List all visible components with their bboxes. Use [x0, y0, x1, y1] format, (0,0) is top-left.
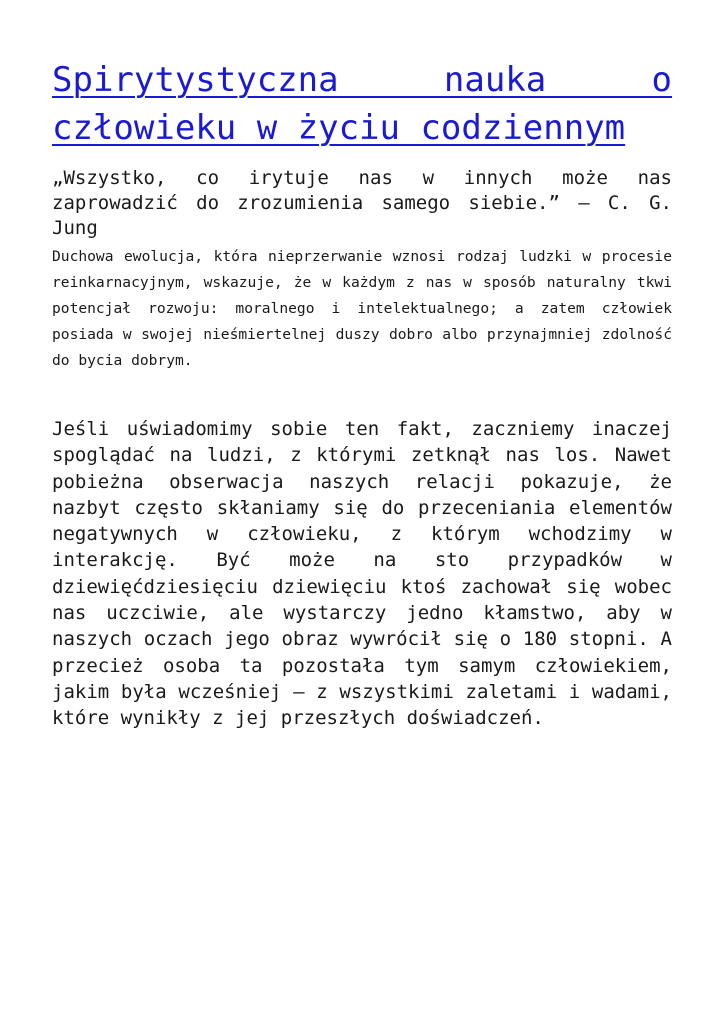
article-title [52, 56, 672, 152]
article-quote: „Wszystko, co irytuje nas w innych może nas zaprowadzić do zrozumienia samego siebie.” – C. G. Jung [52, 167, 672, 239]
article-title-link[interactable]: Spirytystyczna nauka o człowieku w życiu codziennym [52, 60, 672, 148]
article-paragraph: Jeśli uświadomimy sobie ten fakt, zaczniemy inaczej spoglądać na ludzi, z którymi zetknął nas los. Nawet pobieżna obserwacja naszych relacji pokazuje, że nazbyt często skłaniamy się do przeceniania elementów negatywnych w człowieku, z którym wchodzimy w interakcję. Być może na sto przypadków w dziewięćdziesięciu dziewięciu ktoś zachował się wobec nas uczciwie, ale wystarczy jedno kłamstwo, aby w naszych oczach jego obraz wywrócił się o 180 stopni. A przecież osoba ta pozostała tym samym człowiekiem, jakim była wcześniej – z wszystkimi zaletami i wadami, które wynikły z jej przeszłych doświadczeń. [52, 418, 672, 730]
article-intro: Duchowa ewolucja, która nieprzerwanie wznosi rodzaj ludzki w procesie reinkarnacyjnym, wskazuje, że w każdym z nas w sposób naturalny tkwi potencjał rozwoju: moralnego i intelektualnego; a zatem człowiek posiada w swojej nieśmiertelnej duszy dobro albo przynajmniej zdolność do bycia dobrym. [52, 248, 672, 369]
article [52, 56, 672, 732]
